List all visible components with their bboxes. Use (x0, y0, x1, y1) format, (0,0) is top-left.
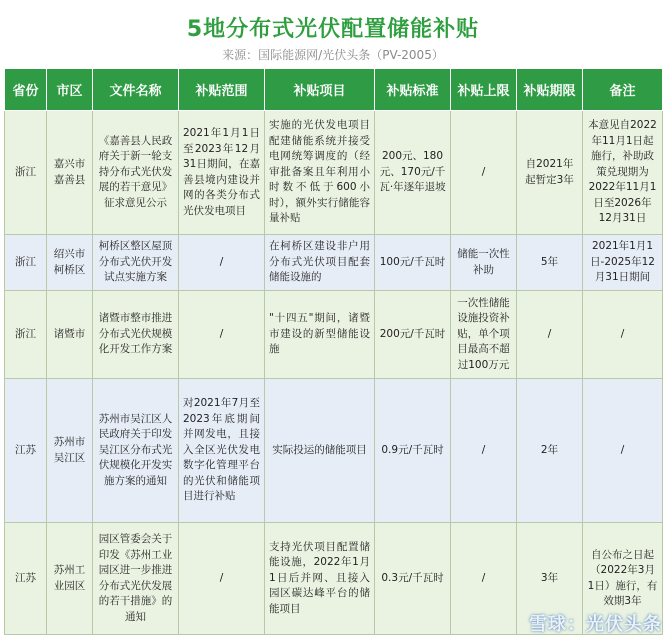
cell-scope: 对2021年7月至2023年底期间并网发电，且接入全区光伏发电数字化管理平台的光伏和储能项目进行补贴 (179, 379, 265, 523)
cell-province: 江苏 (5, 523, 47, 635)
header-document: 文件名称 (93, 69, 179, 111)
cell-scope: / (179, 235, 265, 291)
header-scope: 补贴范围 (179, 69, 265, 111)
cell-note: 本意见自2022年11月1日起施行，补助政策兑现期为2022年11月1日至2026年12月31日 (583, 111, 663, 235)
cell-document: 苏州市吴江区人民政府关于印发吴江区分布式光伏规模化开发实施方案的通知 (93, 379, 179, 523)
cell-project: 实施的光伏发电项目配建储能系统并接受电网统筹调度的（经审批备案且年利用小时数不低于600小时），额外实行储能容量补贴 (265, 111, 375, 235)
cell-standard: 0.9元/千瓦时 (375, 379, 451, 523)
cell-city: 诸暨市 (47, 291, 93, 379)
cell-province: 浙江 (5, 235, 47, 291)
cell-period: 自2021年起暂定3年 (517, 111, 583, 235)
cell-note: / (583, 379, 663, 523)
table-header-row (5, 69, 663, 111)
subsidy-table (4, 68, 663, 635)
cell-province: 浙江 (5, 291, 47, 379)
header-period: 补贴期限 (517, 69, 583, 111)
cell-city: 苏州市吴江区 (47, 379, 93, 523)
cell-province: 浙江 (5, 111, 47, 235)
cell-city: 苏州工业园区 (47, 523, 93, 635)
cell-standard: 200元/千瓦时 (375, 291, 451, 379)
cell-document: 《嘉善县人民政府关于新一轮支持分布式光伏发展的若干意见》征求意见公示 (93, 111, 179, 235)
cell-project: 实际投运的储能项目 (265, 379, 375, 523)
cell-document: 柯桥区整区屋顶分布式光伏开发试点实施方案 (93, 235, 179, 291)
cell-scope: 2021年1月1日至2023年12月31日期间，在嘉善县境内建设并网的各类分布式光伏发电项目 (179, 111, 265, 235)
header-province: 省份 (5, 69, 47, 111)
cell-scope: / (179, 523, 265, 635)
cell-document: 园区管委会关于印发《苏州工业园区进一步推进分布式光伏发展的若干措施》的通知 (93, 523, 179, 635)
header-project: 补贴项目 (265, 69, 375, 111)
cell-cap: / (451, 379, 517, 523)
cell-project: 在柯桥区建设非户用分布式光伏项目配套储能设施的 (265, 235, 375, 291)
header-standard: 补贴标准 (375, 69, 451, 111)
cell-note: 2021年1月1日-2025年12月31日期间 (583, 235, 663, 291)
cell-province: 江苏 (5, 379, 47, 523)
cell-note: / (583, 291, 663, 379)
cell-standard: 100元/千瓦时 (375, 235, 451, 291)
cell-scope: / (179, 291, 265, 379)
cell-period: 2年 (517, 379, 583, 523)
cell-period: / (517, 291, 583, 379)
cell-cap: / (451, 523, 517, 635)
cell-cap: / (451, 111, 517, 235)
cell-project: "十四五"期间，诸暨市建设的新型储能设施 (265, 291, 375, 379)
cell-project: 支持光伏项目配置储能设施，2022年1月1日后并网、且接入园区碳达峰平台的储能项目 (265, 523, 375, 635)
cell-city: 嘉兴市嘉善县 (47, 111, 93, 235)
table-row (5, 379, 663, 523)
header-cap: 补贴上限 (451, 69, 517, 111)
header-city: 市区 (47, 69, 93, 111)
header-note: 备注 (583, 69, 663, 111)
table-row (5, 235, 663, 291)
cell-period: 3年 (517, 523, 583, 635)
source-note: 来源：国际能源网/光伏头条（PV-2005） (222, 48, 444, 62)
cell-cap: 一次性储能设施投资补贴，单个项目最高不超过100万元 (451, 291, 517, 379)
cell-period: 5年 (517, 235, 583, 291)
cell-standard: 0.3元/千瓦时 (375, 523, 451, 635)
cell-document: 诸暨市整市推进分布式光伏规模化开发工作方案 (93, 291, 179, 379)
cell-standard: 200元、180元、170元/千瓦·年逐年退坡 (375, 111, 451, 235)
table-row (5, 111, 663, 235)
cell-note: 自公布之日起（2022年3月1日）施行，有效期3年 (583, 523, 663, 635)
cell-city: 绍兴市柯桥区 (47, 235, 93, 291)
table-row (5, 291, 663, 379)
page-title: 5地分布式光伏配置储能补贴 (186, 17, 480, 42)
cell-cap: 储能一次性补助 (451, 235, 517, 291)
watermark: 雪球：光伏头条 (529, 614, 662, 635)
